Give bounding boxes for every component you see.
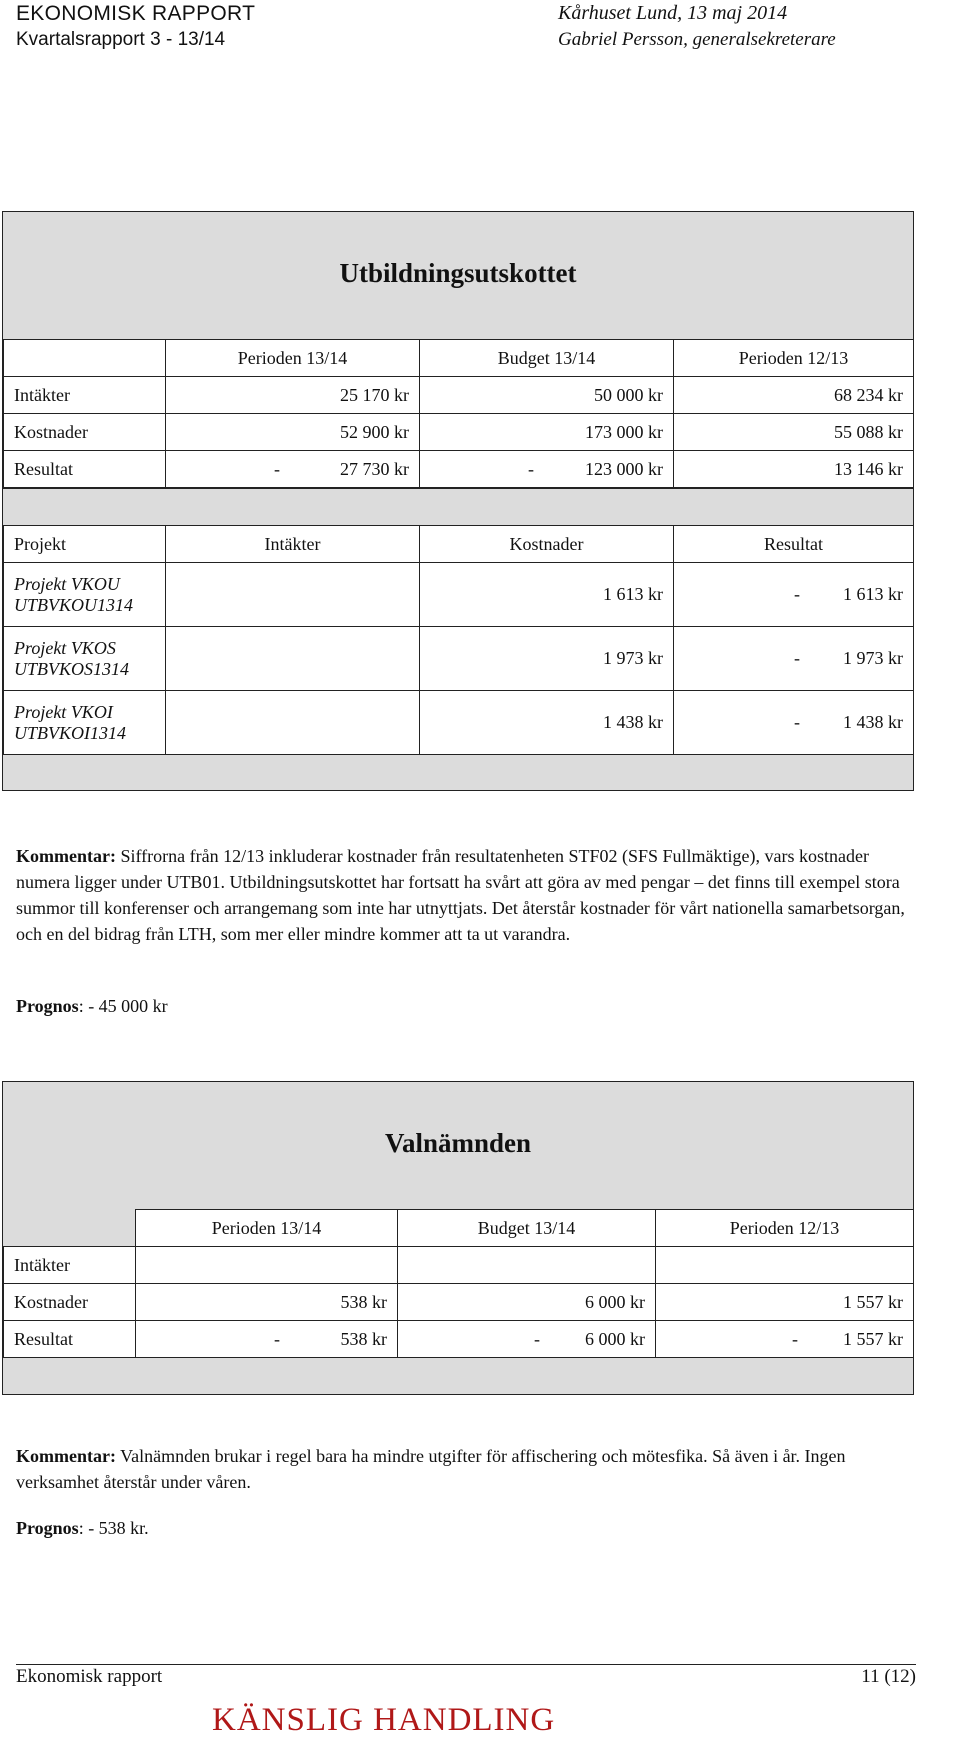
cell-value bbox=[166, 563, 420, 627]
value: 538 kr bbox=[340, 1328, 387, 1349]
column-header: Budget 13/14 bbox=[398, 1210, 656, 1247]
cell-value bbox=[674, 691, 914, 755]
row-label: Resultat bbox=[4, 451, 166, 488]
comment-text: Siffrorna från 12/13 inkluderar kostnader från resultatenheten STF02 (SFS Fullmäktige), vars kostnader numera ligger under UTB01. Utbildningsutskottet har fortsatt ha svårt att göra av med pengar – det finns till exempel stora summor till konferenser och arrangemang som inte har utnyttjats. Det återstår kostnader för vårt nationella samarbetsorgan, och en del bidrag från LTH, som mer eller mindre kommer att ta ut varandra. bbox=[16, 846, 905, 944]
place-date: Kårhuset Lund, 13 maj 2014 bbox=[558, 2, 788, 24]
value: 1 438 kr bbox=[843, 712, 903, 733]
table-header-cell bbox=[4, 340, 166, 377]
column-header: Resultat bbox=[674, 526, 914, 563]
cell-value bbox=[166, 691, 420, 755]
section-utbildningsutskottet bbox=[2, 211, 914, 791]
footer-title: Ekonomisk rapport bbox=[16, 1666, 163, 1687]
cell-value: 1 973 kr bbox=[420, 627, 674, 691]
table-row bbox=[4, 627, 914, 691]
cell-value: 6 000 kr bbox=[398, 1284, 656, 1321]
table-row bbox=[4, 563, 914, 627]
comment-utbildningsutskottet bbox=[16, 843, 916, 947]
value: 123 000 kr bbox=[585, 458, 663, 479]
project-title: Projekt VKOU bbox=[14, 573, 120, 594]
table-row bbox=[4, 414, 914, 451]
cell-value: 13 146 kr bbox=[674, 451, 914, 488]
section-title: Valnämnden bbox=[384, 1128, 532, 1158]
minus-sign: - bbox=[274, 458, 280, 479]
prognos-utbildningsutskottet bbox=[16, 993, 916, 1019]
table-header-row bbox=[4, 340, 914, 377]
column-header: Kostnader bbox=[420, 526, 674, 563]
page-number: 11 (12) bbox=[861, 1666, 916, 1687]
comment-label: Kommentar: bbox=[16, 846, 116, 866]
minus-sign: - bbox=[528, 458, 534, 479]
cell-value: 68 234 kr bbox=[674, 377, 914, 414]
project-name bbox=[4, 563, 166, 627]
cell-value: 1 613 kr bbox=[420, 563, 674, 627]
author: Gabriel Persson, generalsekreterare bbox=[558, 29, 836, 50]
column-header: Budget 13/14 bbox=[420, 340, 674, 377]
table-row bbox=[4, 1321, 914, 1358]
table-row bbox=[4, 691, 914, 755]
column-header: Intäkter bbox=[166, 526, 420, 563]
section-valnamnden bbox=[2, 1081, 914, 1395]
cell-value bbox=[674, 563, 914, 627]
column-header: Perioden 12/13 bbox=[674, 340, 914, 377]
project-code: UTBVKOU1314 bbox=[14, 594, 134, 615]
cell-value bbox=[656, 1247, 914, 1284]
cell-value: 538 kr bbox=[136, 1284, 398, 1321]
row-label: Kostnader bbox=[4, 414, 166, 451]
cell-value: 55 088 kr bbox=[674, 414, 914, 451]
column-header: Perioden 13/14 bbox=[136, 1210, 398, 1247]
prognos-label: Prognos bbox=[16, 1518, 79, 1538]
cell-value bbox=[136, 1247, 398, 1284]
project-title: Projekt VKOI bbox=[14, 701, 113, 722]
cell-value: 1 438 kr bbox=[420, 691, 674, 755]
prognos-label: Prognos bbox=[16, 996, 79, 1016]
column-header: Perioden 13/14 bbox=[166, 340, 420, 377]
minus-sign: - bbox=[794, 584, 800, 605]
project-name bbox=[4, 691, 166, 755]
cell-value bbox=[398, 1247, 656, 1284]
spacer-bar bbox=[3, 488, 913, 526]
table-header-cell bbox=[4, 1210, 136, 1247]
project-code: UTBVKOS1314 bbox=[14, 658, 130, 679]
cell-value: 25 170 kr bbox=[166, 377, 420, 414]
project-title: Projekt VKOS bbox=[14, 637, 116, 658]
column-header: Projekt bbox=[4, 526, 166, 563]
project-name bbox=[4, 627, 166, 691]
table-row bbox=[4, 1247, 914, 1284]
value: 27 730 kr bbox=[340, 458, 409, 479]
comment-valnamnden bbox=[16, 1443, 916, 1495]
comment-text: Valnämnden brukar i regel bara ha mindre utgifter för affischering och mötesfika. Så även i år. Ingen verksamhet återstår under våren. bbox=[16, 1446, 846, 1492]
value: 1 557 kr bbox=[843, 1328, 903, 1349]
value: 1 613 kr bbox=[843, 584, 903, 605]
summary-table bbox=[3, 339, 914, 488]
confidential-stamp: KÄNSLIG HANDLING bbox=[212, 1702, 556, 1738]
minus-sign: - bbox=[794, 648, 800, 669]
section-title: Utbildningsutskottet bbox=[339, 258, 577, 288]
table-header-row bbox=[4, 1210, 914, 1247]
table-header-row bbox=[4, 526, 914, 563]
table-row bbox=[4, 377, 914, 414]
row-label: Resultat bbox=[4, 1321, 136, 1358]
cell-value: 1 557 kr bbox=[656, 1284, 914, 1321]
projects-table bbox=[3, 525, 914, 755]
value: 6 000 kr bbox=[585, 1328, 645, 1349]
doc-title: EKONOMISK RAPPORT bbox=[16, 2, 256, 25]
minus-sign: - bbox=[274, 1328, 280, 1349]
table-row bbox=[4, 451, 914, 488]
footer-divider bbox=[16, 1664, 916, 1665]
cell-value bbox=[136, 1321, 398, 1358]
cell-value bbox=[656, 1321, 914, 1358]
cell-value bbox=[166, 451, 420, 488]
cell-value bbox=[420, 451, 674, 488]
row-label: Intäkter bbox=[4, 1247, 136, 1284]
cell-value: 50 000 kr bbox=[420, 377, 674, 414]
project-code: UTBVKOI1314 bbox=[14, 722, 126, 743]
cell-value: 173 000 kr bbox=[420, 414, 674, 451]
value: 1 973 kr bbox=[843, 648, 903, 669]
minus-sign: - bbox=[794, 712, 800, 733]
summary-table bbox=[3, 1209, 914, 1358]
row-label: Intäkter bbox=[4, 377, 166, 414]
minus-sign: - bbox=[792, 1328, 798, 1349]
cell-value: 52 900 kr bbox=[166, 414, 420, 451]
table-row bbox=[4, 1284, 914, 1321]
doc-subtitle: Kvartalsrapport 3 - 13/14 bbox=[16, 29, 226, 50]
prognos-text: : - 45 000 kr bbox=[78, 996, 168, 1016]
cell-value bbox=[398, 1321, 656, 1358]
minus-sign: - bbox=[534, 1328, 540, 1349]
prognos-valnamnden bbox=[16, 1515, 916, 1541]
row-label: Kostnader bbox=[4, 1284, 136, 1321]
cell-value bbox=[674, 627, 914, 691]
cell-value bbox=[166, 627, 420, 691]
prognos-text: : - 538 kr. bbox=[78, 1518, 149, 1538]
column-header: Perioden 12/13 bbox=[656, 1210, 914, 1247]
comment-label: Kommentar: bbox=[16, 1446, 116, 1466]
